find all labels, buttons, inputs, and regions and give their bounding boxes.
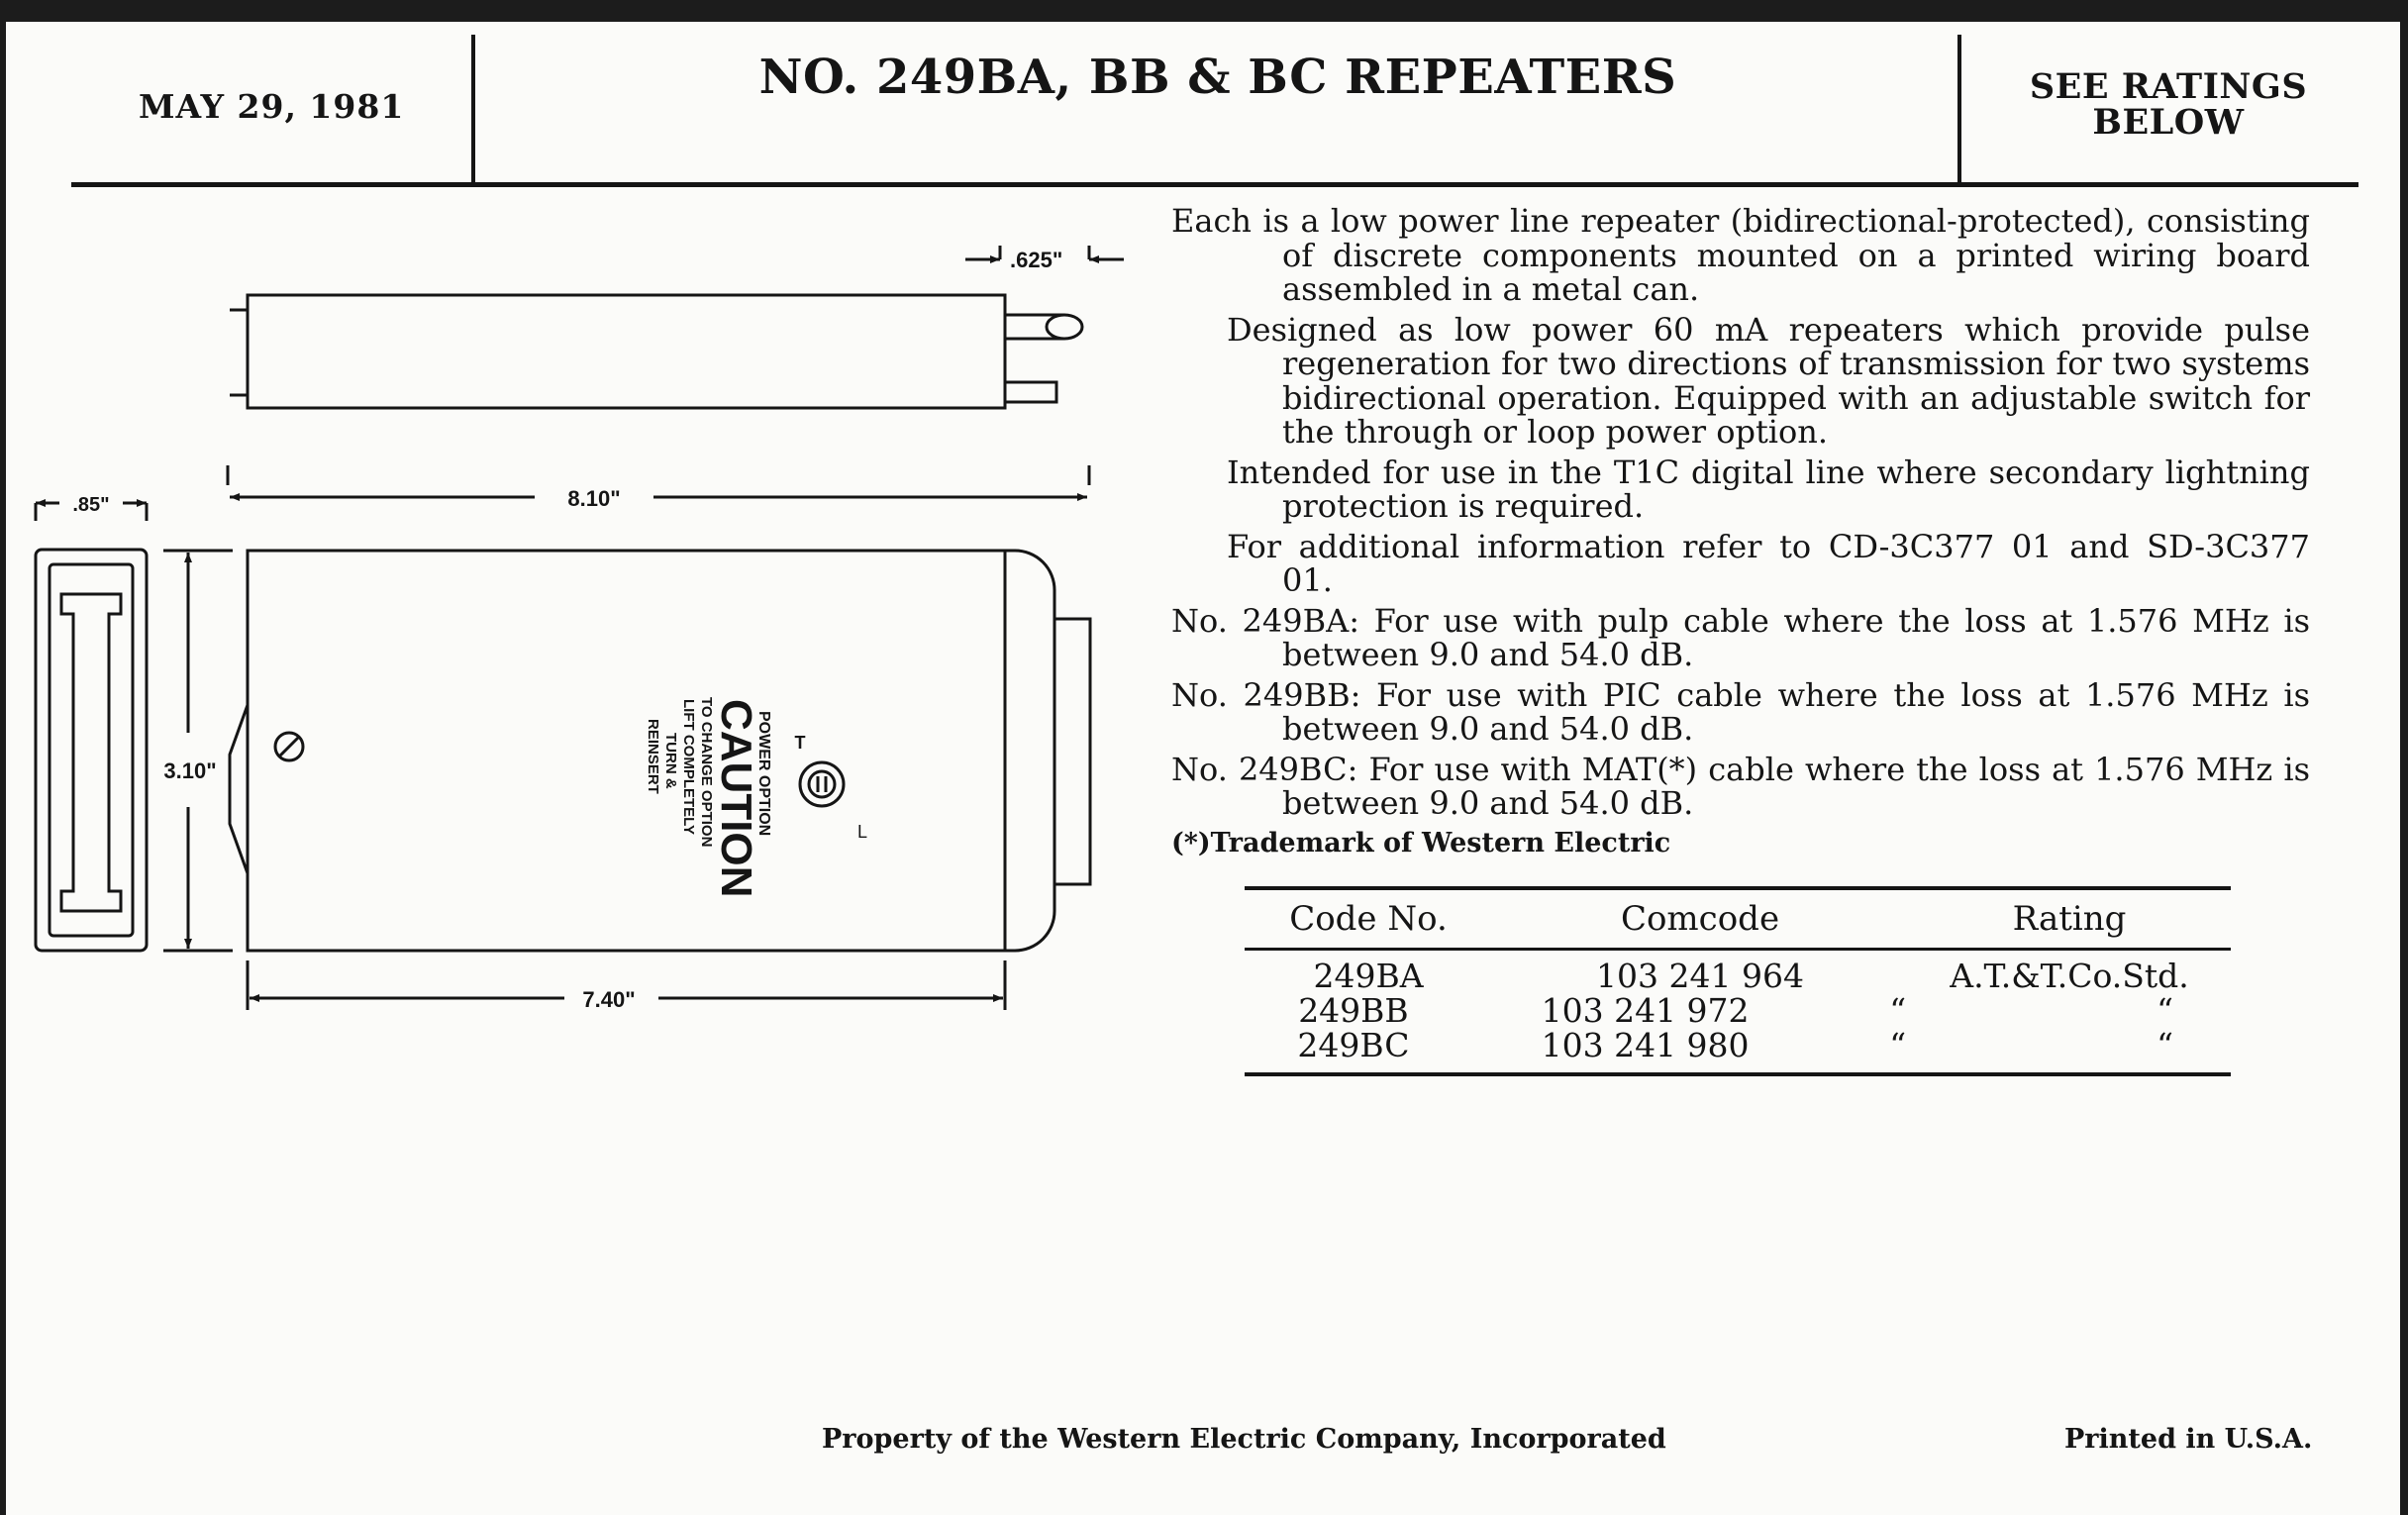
property-notice: Property of the Western Electric Company, Incorporated <box>822 1424 1666 1455</box>
description-paragraph: No. 249BC: For use with MAT(*) cable where the loss at 1.576 MHz is between 9.0 and 54.0 dB. <box>1171 750 2310 822</box>
ditto-mark: “ <box>1889 1026 1907 1064</box>
header-divider-right <box>1957 35 1961 183</box>
code-cell: 249BC <box>1297 1026 1410 1064</box>
caution-label <box>645 697 772 897</box>
power-option-l-label: L <box>857 822 868 842</box>
dim-bottom-label: 7.40" <box>582 987 636 1012</box>
caution-line-5: TURN & <box>662 733 679 789</box>
rating-cell <box>1828 993 2231 1028</box>
issue-date: MAY 29, 1981 <box>139 87 405 126</box>
description-paragraph: Designed as low power 60 mA repeaters which provide pulse regeneration for two directions of transmission for two systems bidirectional operation. Equipped with an adjustable switch for the through or loop power option. <box>1227 310 2310 451</box>
table-header-row <box>1245 890 2231 948</box>
description-paragraph: No. 249BA: For use with pulp cable where the loss at 1.576 MHz is between 9.0 and 54.0 dB. <box>1171 601 2310 673</box>
description-paragraph: Intended for use in the T1C digital line where secondary lightning protection is required. <box>1227 453 2310 525</box>
rating-cell: A.T.&T.Co.Std. <box>1950 957 2189 995</box>
column-header-rating: Rating <box>2012 899 2127 939</box>
code-cell: 249BB <box>1298 991 1409 1030</box>
rating-note <box>1970 66 2366 143</box>
code-cell: 249BA <box>1313 957 1424 995</box>
ditto-mark: “ <box>2157 991 2173 1030</box>
description <box>1171 204 2310 860</box>
top-view <box>230 246 1124 408</box>
caution-line-3: TO CHANGE OPTION <box>698 697 715 848</box>
description-paragraph: Each is a low power line repeater (bidirectional-protected), consisting of discrete components mounted on a printed wiring board assembled in a metal can. <box>1171 202 2310 308</box>
comcode-cell: 103 241 980 <box>1541 1026 1750 1064</box>
caution-line-4: LIFT COMPLETELY <box>680 699 697 835</box>
trademark-note: (*)Trademark of Western Electric <box>1171 827 1671 858</box>
table-row <box>1245 959 2231 993</box>
side-view <box>36 503 147 951</box>
description-paragraph: No. 249BB: For use with PIC cable where the loss at 1.576 MHz is between 9.0 and 54.0 dB. <box>1171 675 2310 748</box>
rating-note-line1: SEE RATINGS <box>2029 66 2308 107</box>
caution-line-1: POWER OPTION <box>755 711 772 837</box>
caution-line-2: CAUTION <box>712 699 760 898</box>
rating-note-line2: BELOW <box>2092 102 2245 143</box>
caution-line-6: REINSERT <box>645 719 661 794</box>
rating-cell <box>1828 1028 2231 1062</box>
front-view <box>163 465 1090 1010</box>
comcode-cell: 103 241 964 <box>1596 957 1804 995</box>
comcode-cell: 103 241 972 <box>1541 991 1750 1030</box>
dim-top-label: .625" <box>1010 248 1063 272</box>
ditto-mark: “ <box>1889 991 1907 1030</box>
ratings-table <box>1245 886 2231 1076</box>
column-header-comcode: Comcode <box>1620 899 1780 939</box>
table-row <box>1245 993 2231 1028</box>
table-body <box>1245 951 2231 1072</box>
column-header-code: Code No. <box>1289 899 1448 939</box>
printed-notice: Printed in U.S.A. <box>2064 1424 2313 1455</box>
page-title: NO. 249BA, BB & BC REPEATERS <box>758 50 1677 105</box>
dim-width-label: 8.10" <box>567 486 621 511</box>
description-paragraph: For additional information refer to CD-3C377 01 and SD-3C377 01. <box>1227 527 2310 599</box>
dim-side-label: .85" <box>72 494 110 516</box>
table-bottom-rule <box>1245 1072 2231 1076</box>
table-row <box>1245 1028 2231 1062</box>
power-option-t-label: T <box>794 733 806 753</box>
repeater-drawing <box>0 0 1168 1050</box>
ditto-mark: “ <box>2157 1026 2173 1064</box>
dim-height-label: 3.10" <box>163 758 217 783</box>
